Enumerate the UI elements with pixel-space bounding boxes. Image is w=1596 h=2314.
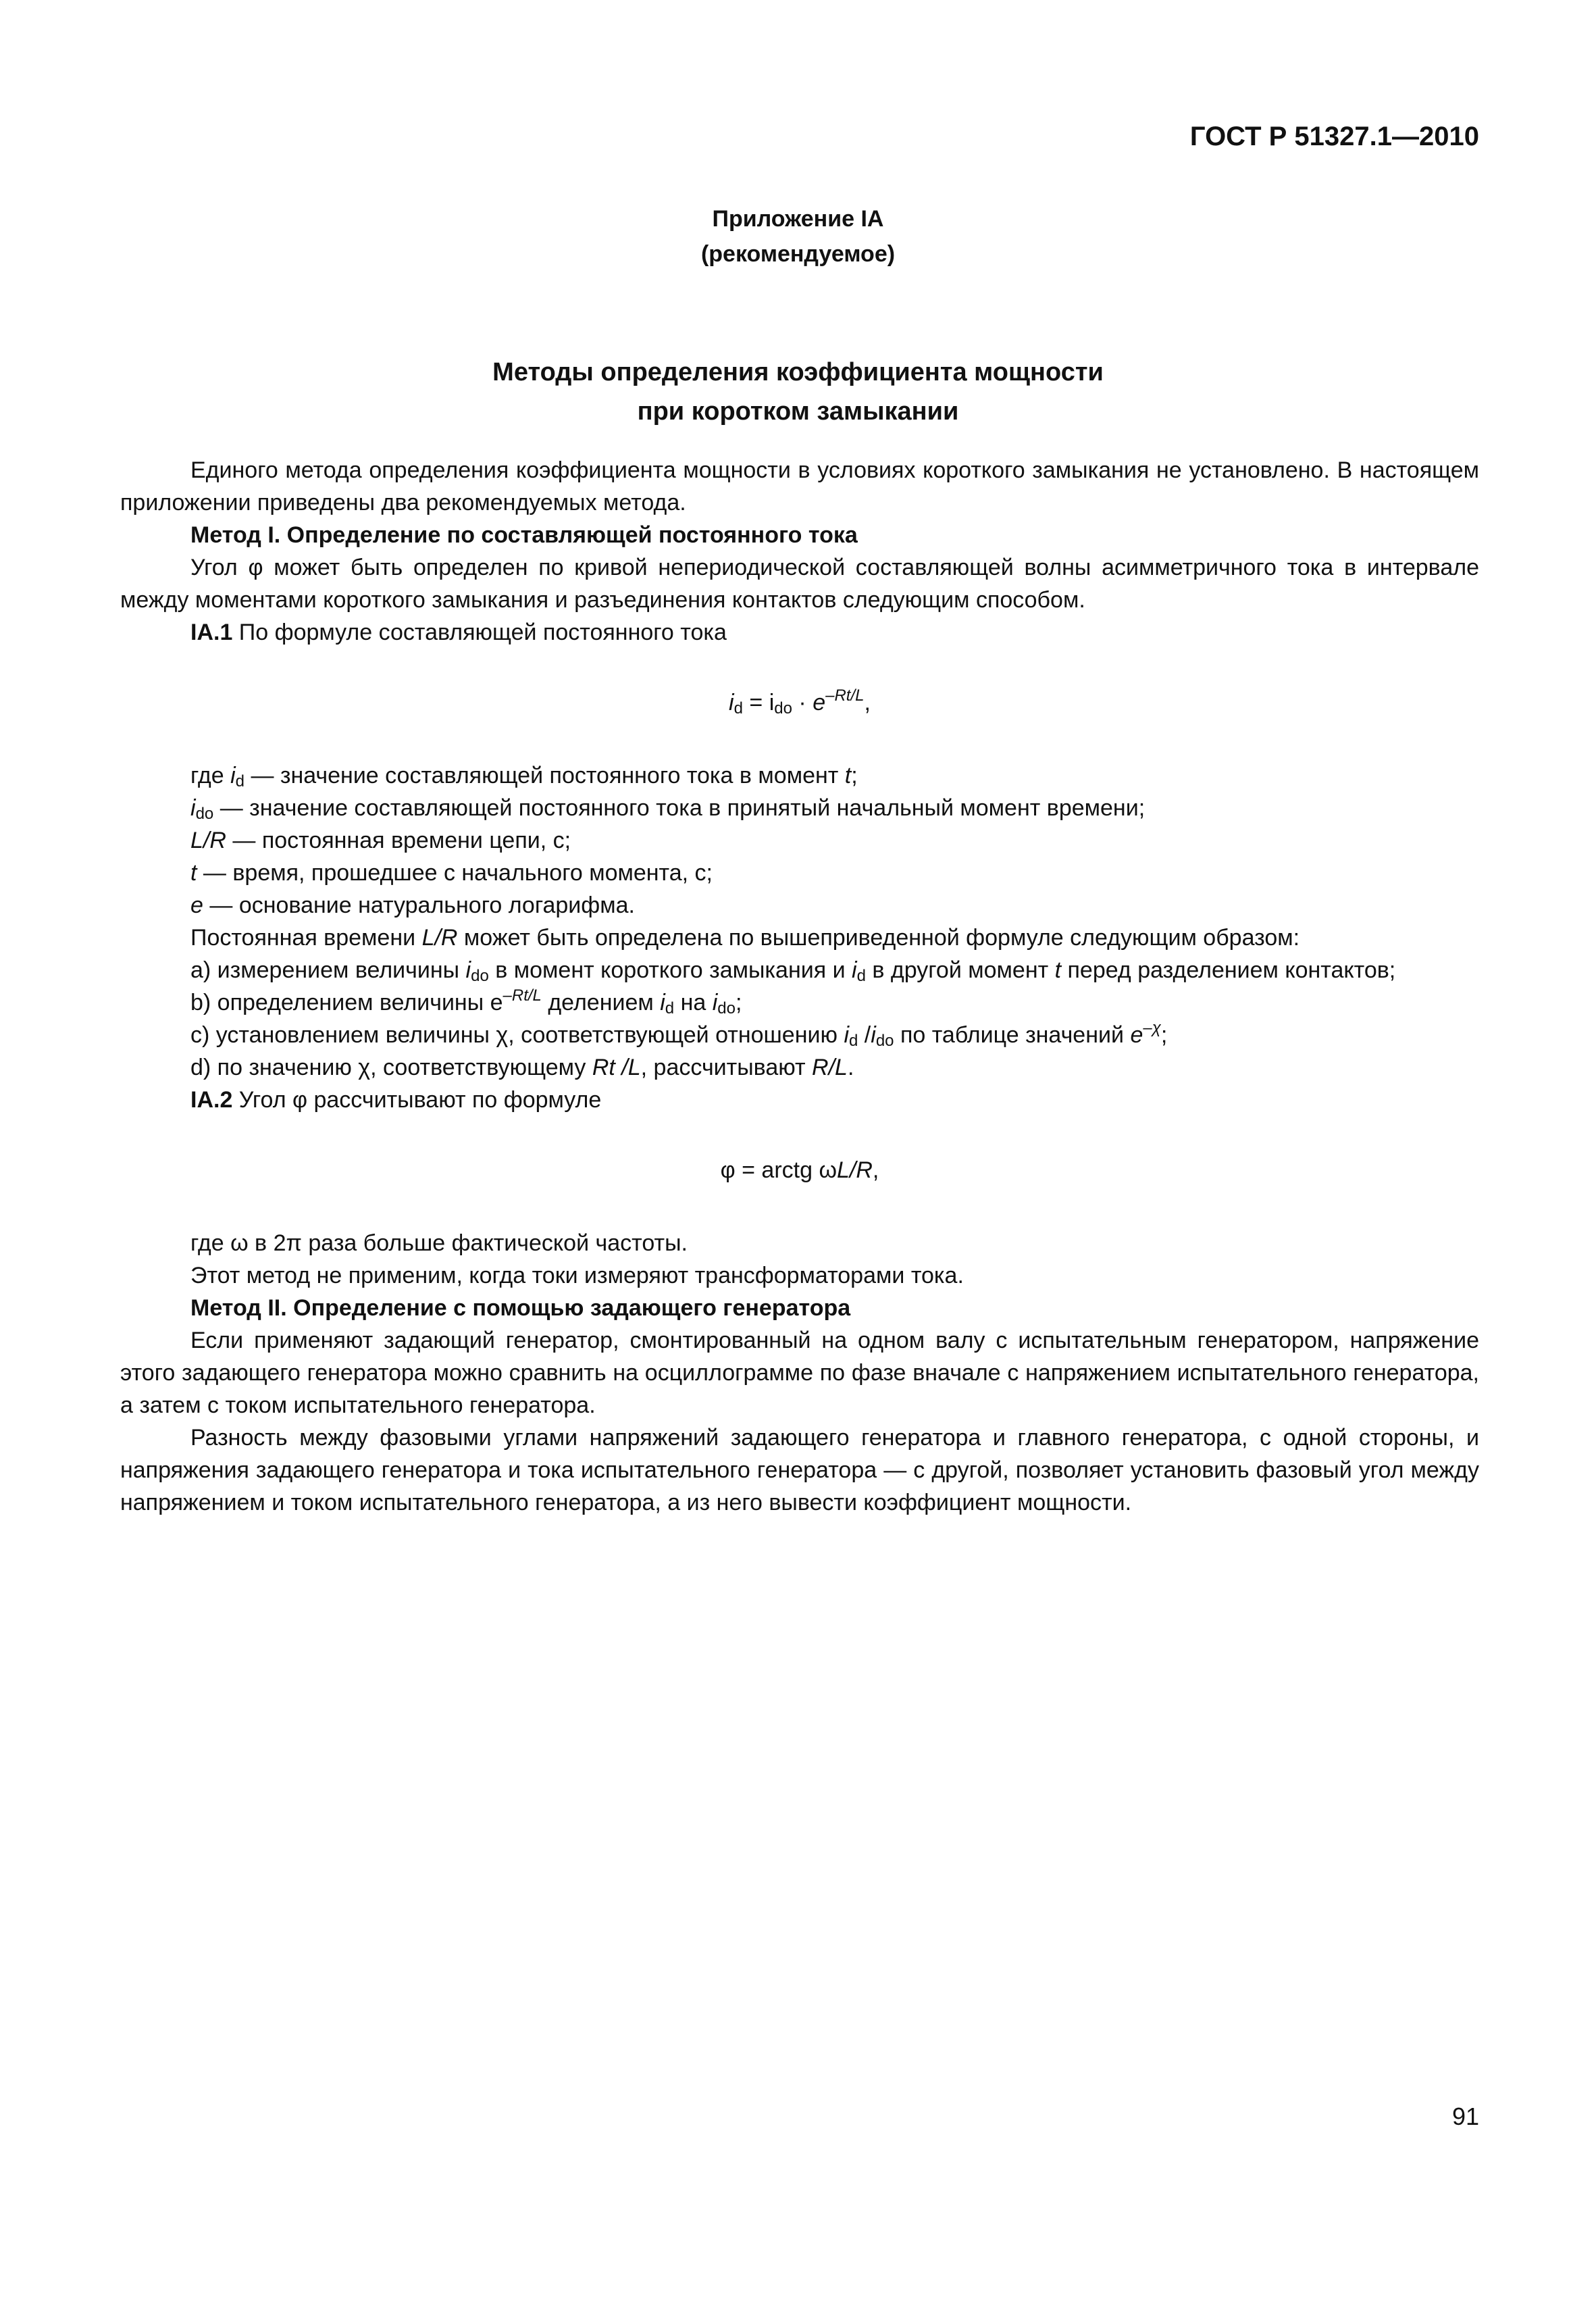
item-a-sym-1: i [465, 957, 471, 983]
item-c-sym-2: i [871, 1022, 876, 1048]
where-2-sub: do [195, 805, 214, 823]
item-b-exponent: –Rt/L [503, 986, 542, 1005]
time-constant-paragraph [120, 922, 1479, 954]
item-c-exponent: –χ [1143, 1019, 1161, 1037]
where-4-symbol: t [190, 860, 197, 886]
item-b-sub-1: d [665, 999, 675, 1017]
standard-code: ГОСТ Р 51327.1—2010 [1189, 122, 1479, 151]
item-a-sym-3: t [1054, 957, 1062, 983]
where-prefix: где [190, 763, 231, 788]
where-1-sub: d [235, 772, 244, 790]
item-c-sym-1: i [844, 1022, 849, 1048]
clause-ia2 [120, 1084, 1479, 1116]
clause-ia1 [120, 616, 1479, 649]
where-line-5 [120, 889, 1479, 922]
item-c-text-1: c) установлением величины χ, соответствующей отношению [190, 1022, 844, 1048]
omega-note: где ω в 2π раза больше фактической частоты. [190, 1230, 688, 1256]
clause-ia1-text: По формуле составляющей постоянного тока [232, 620, 727, 645]
page-title [0, 353, 1596, 431]
formula1-dot: · [792, 690, 813, 715]
page-title-line-1: Методы определения коэффициента мощности [492, 358, 1104, 386]
formula2-text-a: φ = arctg ω [720, 1157, 837, 1183]
formula-phase-angle [120, 1154, 1479, 1186]
lr-symbol: L/R [421, 925, 458, 951]
where-3-symbol: L/R [190, 828, 226, 853]
list-item-a [120, 954, 1479, 986]
where-line-1 [120, 759, 1479, 792]
where-1-text: — значение составляющей постоянного тока в момент [244, 763, 845, 788]
item-c-text-3: по таблице значений [894, 1022, 1131, 1048]
item-a-sym-2: i [852, 957, 857, 983]
item-d-sym-2: R/L [812, 1055, 848, 1080]
formula1-eq: = i [742, 690, 775, 715]
intro-paragraph: Единого метода определения коэффициента мощности в условиях короткого замыкания не установлено. В настоящем приложении приведены два рекомендуемых метода. [120, 457, 1479, 515]
document-body [120, 454, 1479, 1519]
where-1-tail-italic: t [844, 763, 852, 788]
item-c-e: e [1130, 1022, 1143, 1048]
formula1-tail: , [864, 690, 871, 715]
formula-dc-component [120, 686, 1479, 719]
item-d-sym-1: Rt /L [592, 1055, 641, 1080]
where-3-text: — постоянная времени цепи, с; [226, 828, 571, 853]
list-item-d [120, 1051, 1479, 1084]
not-applicable-note: Этот метод не применим, когда токи измеряют трансформаторами тока. [190, 1263, 964, 1288]
item-a-sub-1: do [471, 967, 489, 985]
where-5-symbol: e [190, 892, 203, 918]
formula1-exponent: –Rt/L [825, 686, 865, 705]
annex-title: Приложение IA [712, 206, 884, 232]
method-1-heading: Метод I. Определение по составляющей постоянного тока [190, 522, 858, 548]
item-d-text-3: . [847, 1055, 854, 1080]
item-b-sym-2: i [712, 990, 718, 1015]
where-2-symbol: i [190, 795, 196, 821]
page-number: 91 [1451, 2103, 1479, 2130]
item-b-text-2: делением [541, 990, 661, 1015]
where-5-text: — основание натурального логарифма. [203, 892, 635, 918]
where-1-symbol: i [230, 763, 236, 788]
item-a-text-3: в другой момент [865, 957, 1055, 983]
item-a-text-4: перед разделением контактов; [1061, 957, 1396, 983]
item-b-text-3: на [674, 990, 713, 1015]
item-b-sym-1: i [660, 990, 665, 1015]
method-2-heading: Метод II. Определение с помощью задающего генератора [190, 1295, 851, 1321]
item-c-sub-1: d [849, 1032, 858, 1050]
formula2-text-b: L/R [837, 1157, 873, 1183]
formula1-lhs-sub: d [733, 699, 743, 718]
where-1-tail: ; [851, 763, 858, 788]
item-b-sub-2: do [717, 999, 736, 1017]
where-line-4 [120, 857, 1479, 889]
item-c-text-2: / [858, 1022, 871, 1048]
formula1-i-sub: do [774, 699, 792, 718]
list-item-b [120, 986, 1479, 1019]
clause-ia2-text: Угол φ рассчитывают по формуле [232, 1087, 602, 1113]
annex-heading [0, 201, 1596, 272]
lr-text-a: Постоянная времени [190, 925, 422, 951]
formula2-text-c: , [872, 1157, 879, 1183]
method-2-paragraph-2: Разность между фазовыми углами напряжений задающего генератора и главного генератора, с одной стороны, и напряжения задающего генератора и тока испытательного генератора — с другой, позволяет установить фазовый угол между напряжением и током испытательного генератора, а из него вывести коэффициент мощности. [120, 1425, 1479, 1515]
item-a-sub-2: d [856, 967, 866, 985]
where-4-text: — время, прошедшее с начального момента, с; [197, 860, 713, 886]
item-a-text-1: a) измерением величины [190, 957, 466, 983]
item-c-sub-2: do [875, 1032, 894, 1050]
item-d-text-2: , рассчитывают [640, 1055, 813, 1080]
item-a-text-2: в момент короткого замыкания и [488, 957, 852, 983]
item-b-text-1: b) определением величины e [190, 990, 503, 1015]
item-c-text-4: ; [1160, 1022, 1168, 1048]
where-line-3 [120, 824, 1479, 857]
lr-text-b: может быть определена по вышеприведенной формуле следующим образом: [457, 925, 1300, 951]
where-line-2 [120, 792, 1479, 824]
method-2-paragraph-1: Если применяют задающий генератор, смонтированный на одном валу с испытательным генератором, напряжение этого задающего генератора можно сравнить на осциллограмме по фазе вначале с напряжением испытательного генератора, а затем с током испытательного генератора. [120, 1328, 1479, 1418]
clause-ia2-label: IA.2 [190, 1087, 233, 1113]
method-1-paragraph: Угол φ может быть определен по кривой непериодической составляющей волны асимметричного тока в интервале между моментами короткого замыкания и разъединения контактов следующим способом. [120, 555, 1479, 613]
page-title-line-2: при коротком замыкании [637, 397, 959, 426]
formula1-lhs: i [729, 690, 734, 715]
list-item-c [120, 1019, 1479, 1051]
where-2-text: — значение составляющей постоянного тока в принятый начальный момент времени; [213, 795, 1145, 821]
item-d-text-1: d) по значению χ, соответствующему [190, 1055, 592, 1080]
clause-ia1-label: IA.1 [190, 620, 233, 645]
annex-status: (рекомендуемое) [700, 241, 896, 267]
item-b-text-4: ; [735, 990, 742, 1015]
formula1-e: e [813, 690, 826, 715]
